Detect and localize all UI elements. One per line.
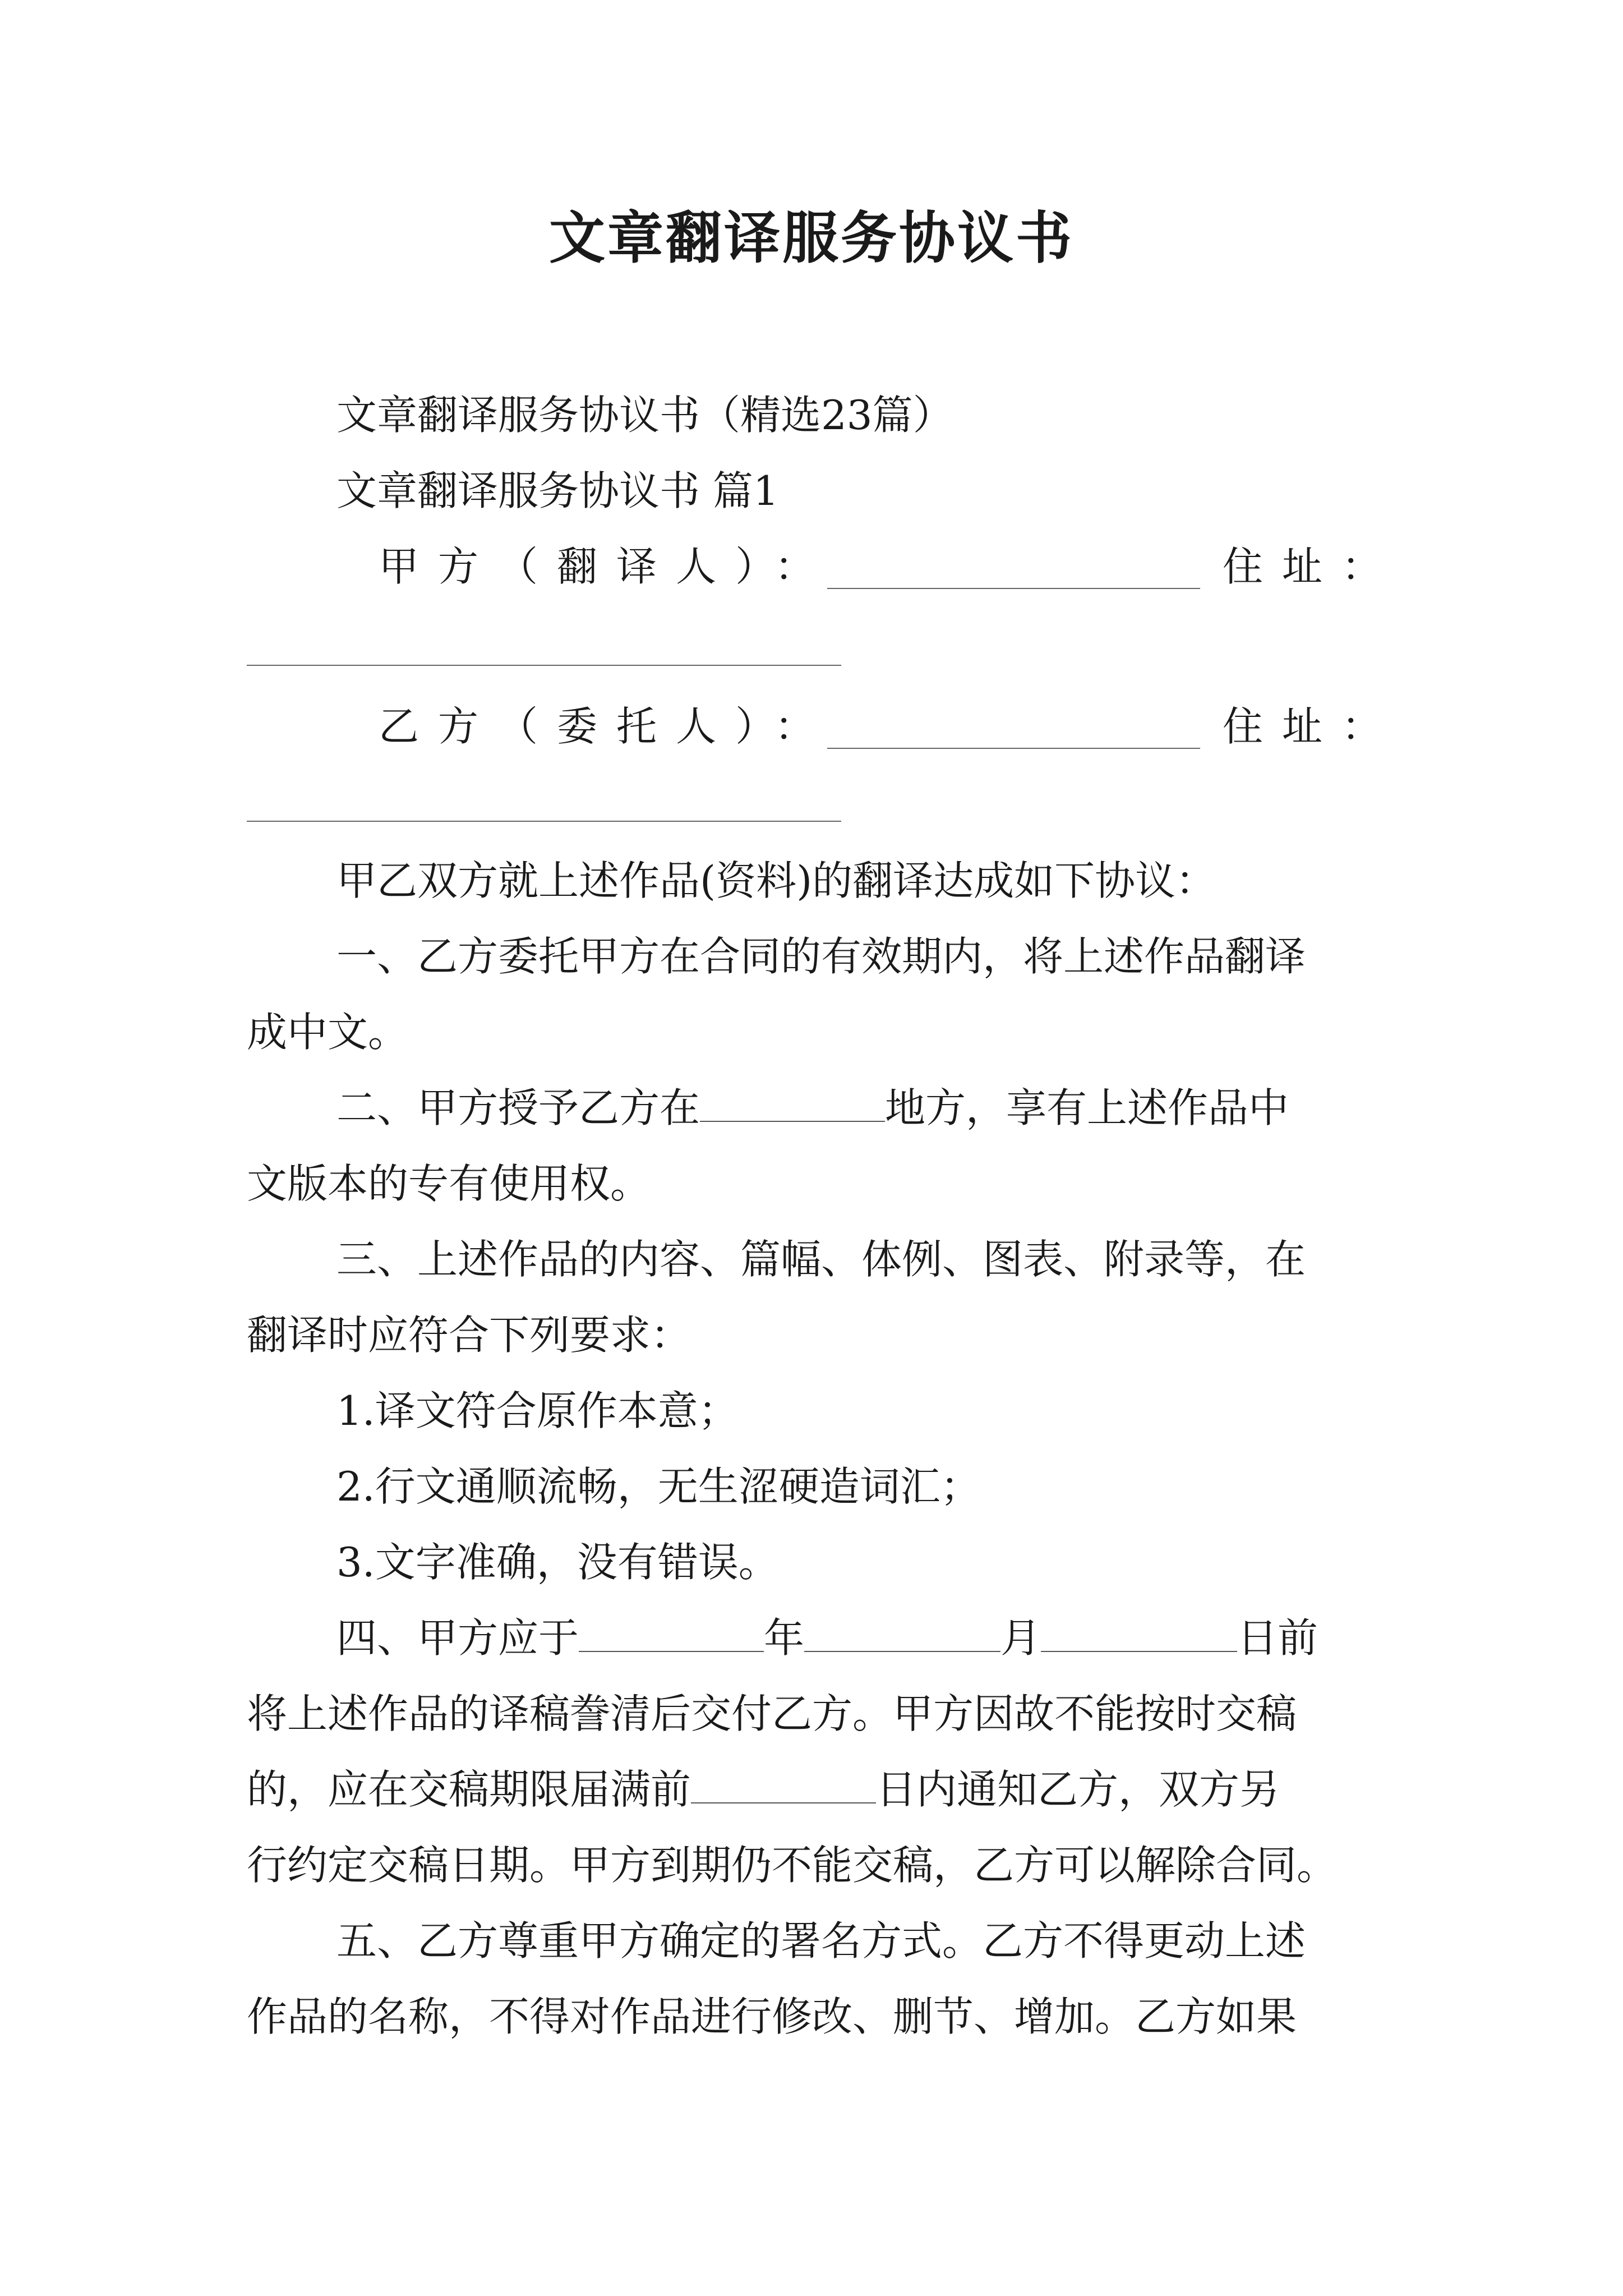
clause-4-text-c2: 日内通知乙方，双方另	[876, 1766, 1280, 1813]
clause-2-text-b: 地方，享有上述作品中	[885, 1084, 1289, 1131]
clause-4-day-blank	[1041, 1650, 1237, 1652]
section-heading: 文章翻译服务协议书 篇1	[336, 467, 779, 514]
party-a-label: 甲方（翻译人）：	[379, 543, 834, 590]
clause-4-year-label: 年	[764, 1614, 805, 1662]
clause-4-line-1	[336, 1610, 1318, 1666]
clause-3-line-1: 三、上述作品的内容、篇幅、体例、图表、附录等，在	[336, 1236, 1306, 1283]
party-a-name-blank	[827, 588, 1200, 589]
requirement-3: 3.文字准确，没有错误。	[336, 1539, 779, 1586]
clause-2-line-1	[336, 1080, 1289, 1136]
clause-1-line-1: 一、乙方委托甲方在合同的有效期内，将上述作品翻译	[336, 933, 1306, 980]
party-b-label: 乙方（委托人）：	[379, 703, 834, 750]
clause-4-year-blank	[579, 1650, 764, 1652]
document-title: 文章翻译服务协议书	[549, 205, 1074, 271]
party-b-address-label: 住址：	[1223, 703, 1401, 750]
clause-4-text-c1: 的，应在交稿期限届满前	[247, 1766, 691, 1813]
clause-2-place-blank	[700, 1120, 885, 1122]
intro-paragraph: 甲乙双方就上述作品(资料)的翻译达成如下协议：	[336, 857, 1216, 904]
clause-4-month-label: 月	[1000, 1614, 1041, 1662]
clause-3-line-2: 翻译时应符合下列要求：	[247, 1312, 691, 1359]
party-b-address-blank	[247, 821, 841, 822]
document-subtitle: 文章翻译服务协议书（精选23篇）	[336, 392, 953, 439]
requirement-1: 1.译文符合原作本意；	[336, 1387, 739, 1434]
clause-5-line-1: 五、乙方尊重甲方确定的署名方式。乙方不得更动上述	[336, 1917, 1306, 1964]
clause-1-line-2: 成中文。	[247, 1009, 409, 1056]
clause-5-line-2: 作品的名称，不得对作品进行修改、删节、增加。乙方如果	[247, 1993, 1297, 2040]
party-a-address-blank	[247, 665, 841, 666]
clause-4-text-a: 四、甲方应于	[336, 1614, 579, 1662]
clause-4-day-label: 日前	[1237, 1614, 1318, 1662]
requirement-2: 2.行文通顺流畅，无生涩硬造词汇；	[336, 1463, 981, 1510]
clause-4-days-blank	[691, 1802, 876, 1803]
clause-2-line-2: 文版本的专有使用权。	[247, 1160, 651, 1207]
clause-4-line-4: 行约定交稿日期。甲方到期仍不能交稿，乙方可以解除合同。	[247, 1842, 1338, 1889]
clause-4-line-3	[247, 1761, 1280, 1818]
party-a-address-label: 住址：	[1223, 543, 1401, 590]
clause-4-month-blank	[804, 1650, 1000, 1652]
clause-2-text-a: 二、甲方授予乙方在	[336, 1084, 700, 1131]
party-b-name-blank	[827, 748, 1200, 749]
clause-4-line-2: 将上述作品的译稿誊清后交付乙方。甲方因故不能按时交稿	[247, 1690, 1297, 1737]
